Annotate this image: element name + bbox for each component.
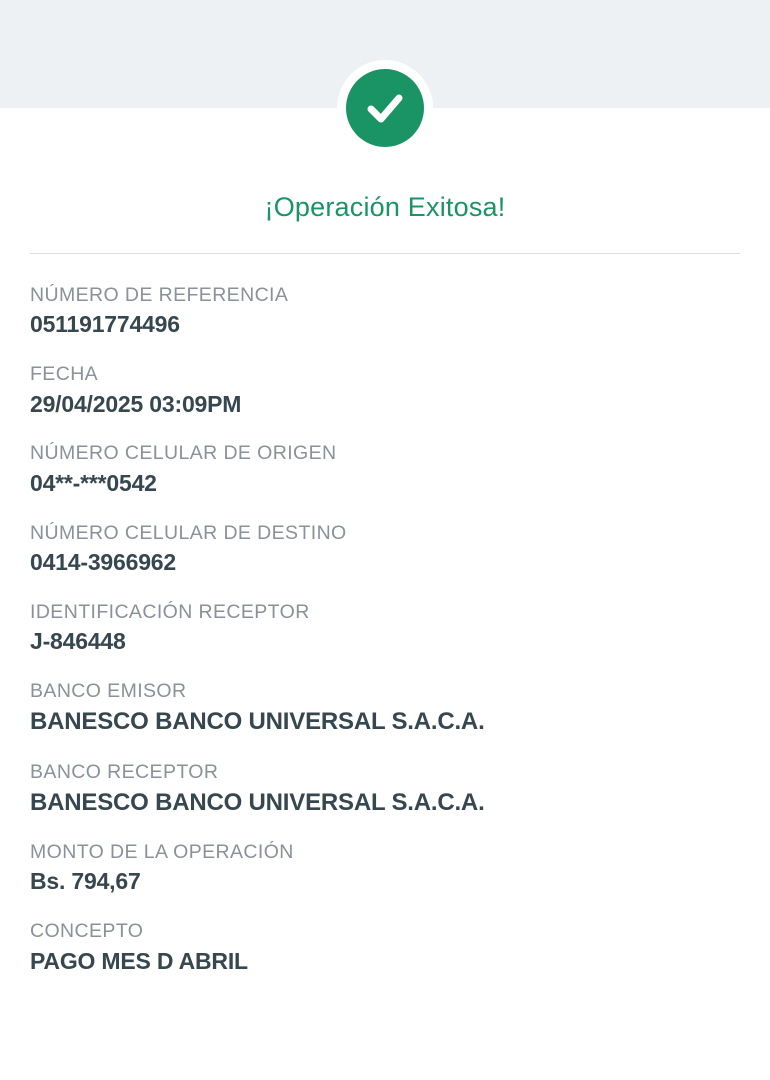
- field-value: BANESCO BANCO UNIVERSAL S.A.C.A.: [30, 788, 485, 816]
- field-reference-number: [30, 282, 742, 340]
- field-concept: [30, 918, 742, 976]
- field-value: 0414-3966962: [30, 548, 176, 575]
- field-issuing-bank: [30, 678, 742, 738]
- field-amount: [30, 839, 742, 897]
- receipt-fields: [30, 282, 742, 997]
- field-value: Bs. 794,67: [30, 868, 141, 895]
- divider: [30, 253, 740, 254]
- check-circle-icon: [346, 69, 424, 147]
- field-value: 29/04/2025 03:09PM: [30, 390, 242, 417]
- field-label: BANCO RECEPTOR: [30, 760, 219, 783]
- field-label: BANCO EMISOR: [30, 680, 187, 703]
- field-receiver-id: [30, 599, 742, 657]
- field-value: 051191774496: [30, 311, 180, 338]
- field-destination-phone: [30, 520, 742, 578]
- field-value: BANESCO BANCO UNIVERSAL S.A.C.A.: [30, 708, 485, 736]
- field-label: NÚMERO DE REFERENCIA: [30, 284, 289, 306]
- field-label: NÚMERO CELULAR DE DESTINO: [30, 521, 347, 544]
- field-value: PAGO MES D ABRIL: [30, 947, 248, 974]
- field-value: 04**-***0542: [30, 469, 157, 496]
- field-label: MONTO DE LA OPERACIÓN: [30, 841, 294, 864]
- status-title: ¡Operación Exitosa!: [264, 192, 506, 222]
- success-badge: [337, 60, 433, 156]
- field-value: J-846448: [30, 628, 126, 655]
- field-label: CONCEPTO: [30, 920, 144, 943]
- field-label: IDENTIFICACIÓN RECEPTOR: [30, 600, 310, 623]
- field-label: FECHA: [30, 363, 99, 386]
- field-label: NÚMERO CELULAR DE ORIGEN: [30, 442, 337, 465]
- field-origin-phone: [30, 440, 742, 498]
- field-date: [30, 361, 742, 419]
- field-receiving-bank: [30, 759, 742, 819]
